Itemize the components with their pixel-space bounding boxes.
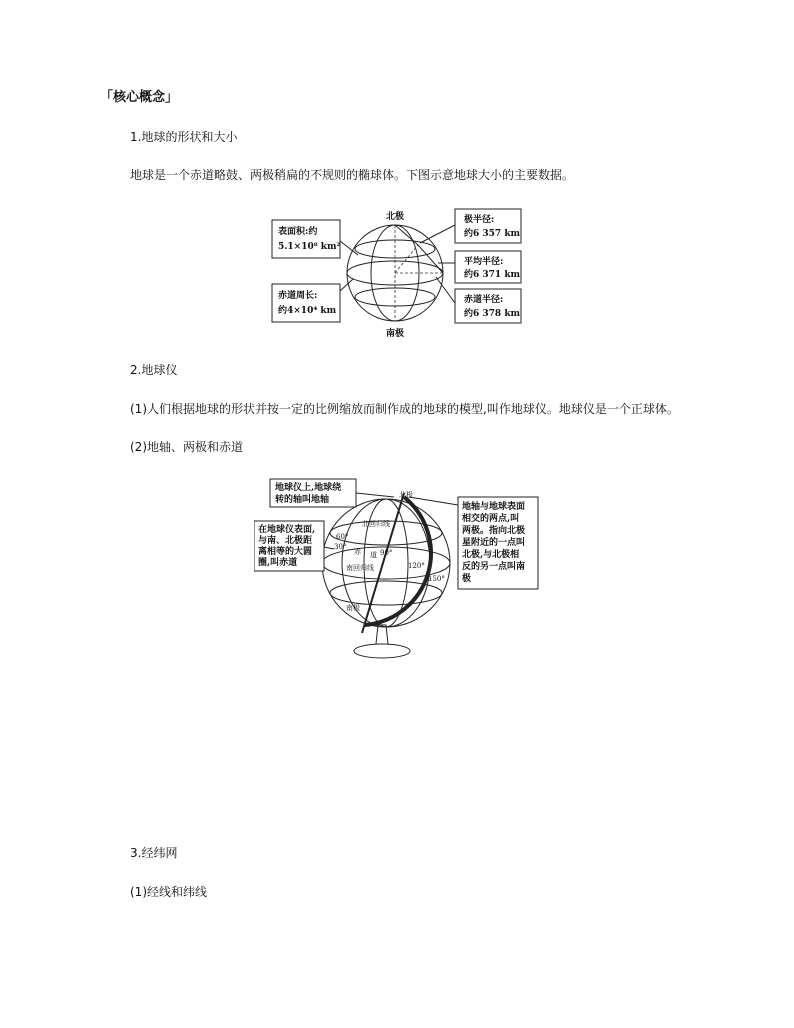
section2-title: 2.地球仪 [130, 363, 178, 377]
globe-south-label: 南极 [346, 604, 360, 612]
poles-box-line1: 地轴与地球表面 [462, 502, 526, 512]
equator-box-line1: 在地球仪表面, [258, 525, 316, 535]
axis-box-line1: 地球仪上,地球绕 [275, 483, 342, 493]
equator-box-line4: 圈,叫赤道 [258, 558, 298, 568]
equatorial-radius-line2: 约6 378 km [464, 309, 521, 319]
deg-60-label: 60° [336, 533, 349, 541]
globe-base [354, 644, 410, 658]
surface-area-line1: 表面积:约 [278, 227, 318, 237]
axis-box-line2: 转的轴叫地轴 [275, 495, 330, 505]
section2-text2: (2)地轴、两极和赤道 [130, 440, 243, 454]
globe-figure [254, 475, 540, 665]
south-pole-label: 南极 [386, 329, 405, 339]
poles-box-line3: 两极。指向北极 [462, 526, 526, 536]
equator-circ-pointer [340, 279, 353, 291]
equator-circ-line2: 约4×10⁴ km [278, 306, 337, 316]
polar-radius-line2: 约6 357 km [464, 229, 521, 239]
polar-radius-line1: 极半径: [464, 215, 495, 225]
north-pole-label: 北极 [386, 212, 405, 222]
mean-radius-dashed [395, 245, 418, 273]
section1-title: 1.地球的形状和大小 [130, 130, 238, 144]
deg-30-label: 30° [334, 543, 347, 551]
mean-radius-line1: 平均半径: [464, 257, 504, 267]
deg-120-label: 120° [408, 562, 425, 570]
tropic-n-label: 北回归线 [362, 520, 390, 528]
section3-title: 3.经纬网 [130, 846, 178, 860]
equator-pointer [324, 547, 334, 549]
deg-90-label: 90° [380, 549, 393, 557]
equator-word1: 赤 [354, 548, 361, 556]
poles-box-line6: 反的另一点叫南 [462, 562, 526, 572]
surface-area-box [272, 220, 340, 258]
equator-word2: 道 [370, 551, 377, 559]
poles-box-line7: 极 [462, 574, 472, 584]
poles-pointer [409, 497, 458, 505]
section-heading: 「核心概念」 [100, 90, 179, 105]
equatorial-radius-line1: 赤道半径: [464, 295, 504, 305]
equatorial-radius-pointer [436, 277, 455, 303]
poles-box-line2: 相交的两点,叫 [462, 514, 520, 524]
polar-radius-pointer [420, 225, 455, 243]
equator-box-line3: 离相等的大圆 [258, 547, 313, 557]
equator-circ-line1: 赤道周长: [278, 291, 318, 301]
equator-box-line2: 与南、北极距 [258, 536, 313, 546]
deg-150-label: 150° [428, 575, 445, 583]
section3-text1: (1)经线和纬线 [130, 885, 207, 899]
poles-box-line5: 北极,与北极相 [462, 550, 520, 560]
section2-text1: (1)人们根据地球的形状并按一定的比例缩放而制作成的地球的模型,叫作地球仪。地球仪是一个正球体。 [130, 402, 679, 416]
axis-pointer [356, 493, 394, 497]
globe-pillar [376, 625, 388, 644]
tropic-s-label: 南回归线 [346, 564, 374, 572]
surface-area-line2: 5.1×10⁸ km² [278, 242, 341, 252]
globe-north-label: 北极 [399, 491, 413, 499]
mean-radius-line2: 约6 371 km [464, 270, 521, 280]
section1-text: 地球是一个赤道略鼓、两极稍扁的不规则的椭球体。下图示意地球大小的主要数据。 [130, 168, 575, 182]
earth-size-figure [268, 205, 528, 340]
equator-circ-box [272, 284, 340, 322]
poles-box-line4: 星附近的一点叫 [462, 538, 526, 548]
